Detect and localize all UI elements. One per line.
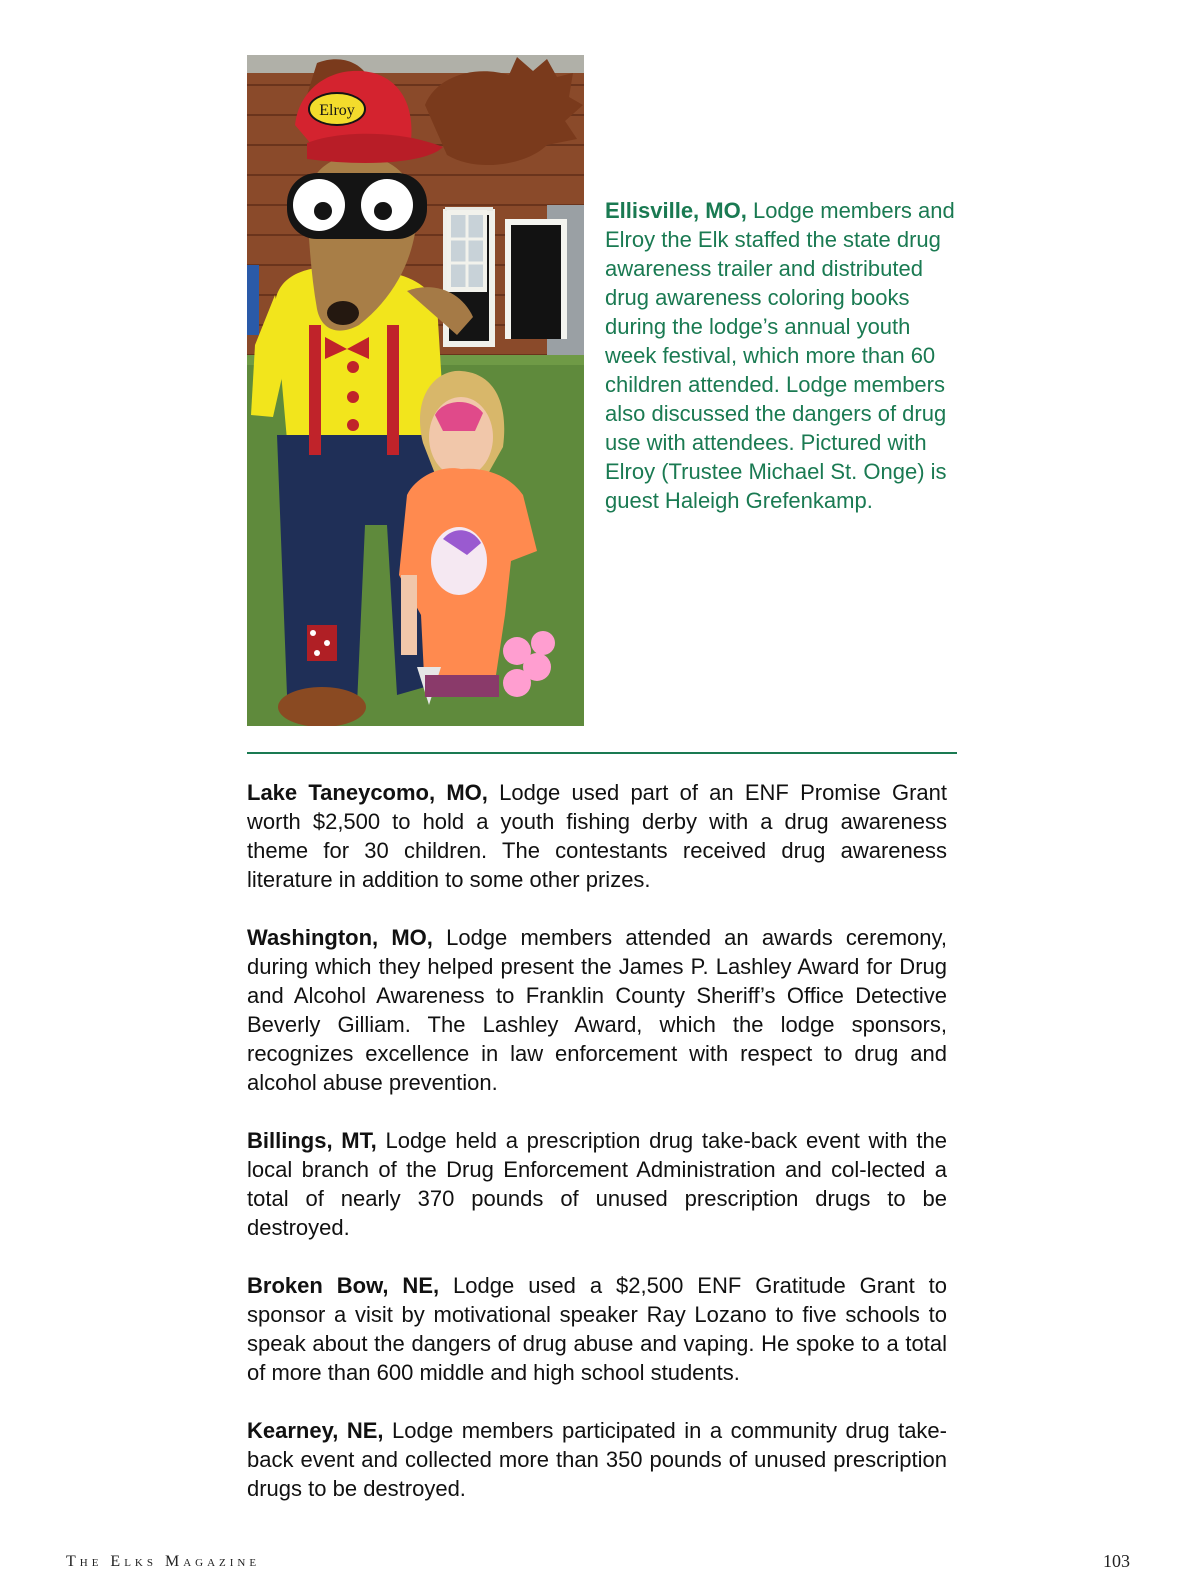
article-text: Lodge used a $2,500 ENF Gratitude Grant to sponsor a visit by motivational speaker Ray Lozano to five schools to speak about the dangers of drug abuse and vaping. He spoke to a total of more than 600 middle and high school students. [247,1273,947,1385]
caption-location: Ellisville, MO, [605,198,747,223]
article-location: Billings, MT, [247,1128,377,1153]
article-text: Lodge members participated in a community drug take-back event and collected more than 350 pounds of unused prescription drugs to be destroyed. [247,1418,947,1501]
photo-illustration [247,55,584,726]
article-location: Broken Bow, NE, [247,1273,440,1298]
article-broken-bow [247,1271,947,1387]
article-text: Lodge members attended an awards ceremony, during which they helped present the James P. Lashley Award for Drug and Alcohol Awareness to Franklin County Sheriff’s Office Detective Beverly Gilliam. The Lashley Award, which the lodge sponsors, recognizes excellence in law enforcement with respect to drug and alcohol abuse prevention. [247,925,947,1095]
article-text: Lodge used part of an ENF Promise Grant worth $2,500 to hold a youth fishing derby with a drug awareness theme for 30 children. The contestants received drug awareness literature in addition to some other prizes. [247,780,948,892]
hat-logo-text: Elroy [319,102,355,119]
article-location: Lake Taneycomo, MO, [247,780,488,805]
article-list [247,778,947,1532]
article-lake-taneycomo [247,778,947,894]
article-billings [247,1126,947,1242]
section-divider [247,752,957,754]
page-number: 103 [1103,1551,1130,1571]
article-location: Washington, MO, [247,925,433,950]
magazine-name: The Elks Magazine [66,1553,261,1570]
article-location: Kearney, NE, [247,1418,384,1443]
article-washington [247,923,947,1097]
photo-elroy-and-guest [247,55,584,726]
article-kearney [247,1416,947,1503]
photo-caption [605,196,965,515]
article-text: Lodge held a prescription drug take-back event with the local branch of the Drug Enforcement Administration and col-lected a total of nearly 370 pounds of unused prescription drugs to be destroyed. [247,1128,947,1240]
caption-text: Lodge members and Elroy the Elk staffed the state drug awareness trailer and distributed drug awareness coloring books during the lodge’s annual youth week festival, which more than 60 children attended. Lodge members also discussed the dangers of drug use with attendees. Pictured with Elroy (Trustee Michael St. Onge) is guest Haleigh Grefenkamp. [605,198,955,513]
